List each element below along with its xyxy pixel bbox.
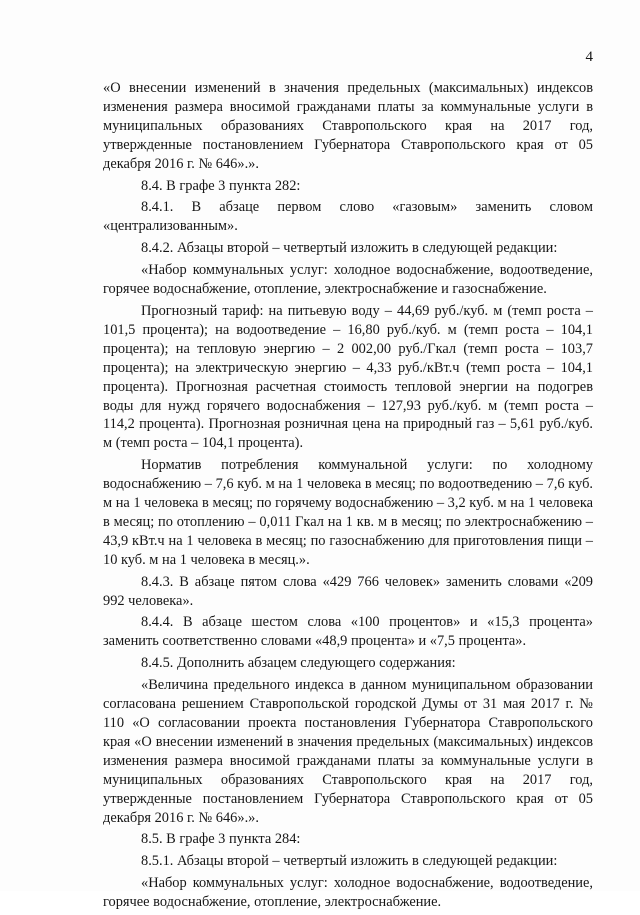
paragraph-8-4-2: 8.4.2. Абзацы второй – четвертый изложить в следующей редакции:: [141, 240, 558, 257]
paragraph-8-4-4: 8.4.4. В абзаце шестом слова «100 процентов» и «15,3 процента» заменить соответственно словами «48,9 процента» и «7,5 процента».: [103, 614, 593, 650]
paragraph-8-4-3: 8.4.3. В абзаце пятом слова «429 766 человек» заменить словами «209 992 человека».: [103, 573, 593, 609]
paragraph-services-set-2: «Набор коммунальных услуг: холодное водоснабжение, водоотведение, горячее водоснабжение, отопление, электроснабжение.: [103, 875, 593, 911]
paragraph-limit-index: «Величина предельного индекса в данном муниципальном образовании согласована решением Ставропольской городской Думы от 31 мая 2017 г. № 110 «О согласовании проекта постановления Губернатора Ставропольского края «О внесении изменений в значения предельных (максимальных) индексов изменения размера вносимой гражданами платы за коммунальные услуги в муниципальных образованиях Ставропольского края на 2017 год, утвержденные постановлением Губернатора Ставропольского края от 05 декабря 2016 г. № 646».».: [103, 677, 593, 826]
paragraph-forecast-tariff: Прогнозный тариф: на питьевую воду – 44,69 руб./куб. м (темп роста – 101,5 процента); на водоотведение – 16,80 руб./куб. м (темп роста – 104,1 процента); на тепловую энергию – 2 002,00 руб./Гкал (темп роста – 103,7 процента); на электрическую энергию – 4,33 руб./кВт.ч (темп роста – 104,1 процента). Прогнозная расчетная стоимость тепловой энергии на подогрев воды для нужд горячего водоснабжения – 127,93 руб./куб. м (темп роста – 114,2 процента). Прогнозная розничная цена на природный газ – 5,61 руб./куб. м (темп роста – 104,1 процента).: [103, 302, 593, 452]
document-body: [103, 79, 593, 915]
paragraph-quote-continuation: «О внесении изменений в значения предельных (максимальных) индексов изменения размера вносимой гражданами платы за коммунальные услуги в муниципальных образованиях Ставропольского края на 2017 год, утвержденные постановлением Губернатора Ставропольского края от 05 декабря 2016 г. № 646».».: [103, 80, 593, 172]
paragraph-8-5-1: 8.5.1. Абзацы второй – четвертый изложить в следующей редакции:: [141, 853, 558, 870]
paragraph-8-4-1: 8.4.1. В абзаце первом слово «газовым» заменить словом «централизованным».: [103, 199, 593, 235]
paragraph-8-5: 8.5. В графе 3 пункта 284:: [141, 831, 301, 848]
paragraph-consumption-norm: Норматив потребления коммунальной услуги: по холодному водоснабжению – 7,6 куб. м на 1 человека в месяц; по водоотведению – 7,6 куб. м на 1 человека в месяц; по горячему водоснабжению – 3,2 куб. м на 1 человека в месяц; по отоплению – 0,011 Гкал на 1 кв. м в месяц; по электроснабжению – 43,9 кВт.ч на 1 человека в месяц; по газоснабжению для приготовления пищи – 10 куб. м на 1 человека в месяц.».: [103, 457, 593, 568]
page-number: 4: [585, 49, 593, 65]
paragraph-services-set: «Набор коммунальных услуг: холодное водоснабжение, водоотведение, горячее водоснабжение, отопление, электроснабжение и газоснабжение.: [103, 262, 593, 298]
paragraph-8-4: 8.4. В графе 3 пункта 282:: [141, 177, 301, 194]
paragraph-8-4-5: 8.4.5. Дополнить абзацем следующего содержания:: [141, 655, 456, 672]
